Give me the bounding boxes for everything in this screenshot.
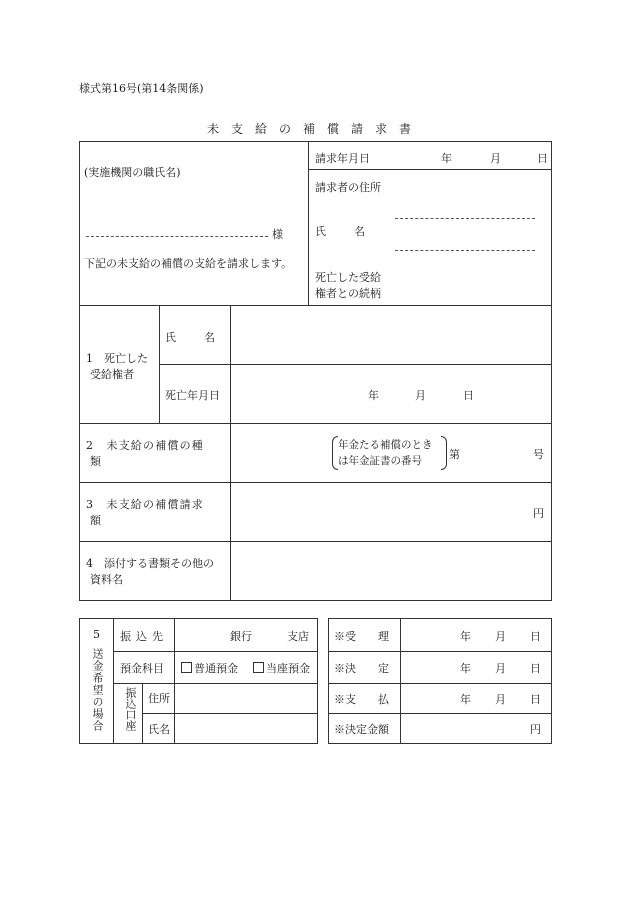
section2-label-1: 2 未支給の補償の種: [86, 439, 204, 452]
received-month: 月: [495, 630, 506, 643]
ordinary-checkbox[interactable]: [181, 662, 192, 673]
decided-amount-label: ※決定金額: [334, 723, 389, 736]
cert-dai: 第: [449, 448, 460, 461]
decided-label: ※決 定: [334, 662, 389, 675]
current-checkbox[interactable]: [253, 662, 264, 673]
branch-label: 支店: [287, 630, 309, 643]
deposit-type-label: 預金科目: [120, 662, 164, 675]
paid-day: 日: [530, 693, 541, 706]
death-day: 日: [463, 389, 474, 402]
request-month: 月: [490, 152, 501, 165]
account-address-label: 住所: [148, 692, 170, 705]
section4-label-1: 4 添付する書類その他の: [86, 557, 214, 570]
paid-month: 月: [495, 693, 506, 706]
received-label: ※受 理: [334, 630, 389, 643]
section4-label-2: 資料名: [90, 573, 123, 586]
pension-note-2: は年金証書の番号: [338, 455, 422, 467]
section2-label-2: 類: [90, 455, 101, 468]
decided-amount-yen: 円: [530, 723, 541, 736]
claim-amount-yen: 円: [533, 507, 544, 520]
request-statement: 下記の未支給の補償の支給を請求します。: [84, 257, 293, 270]
account-name-label: 氏名: [148, 723, 170, 736]
decided-month: 月: [495, 662, 506, 675]
claimant-name-label: 氏 名: [315, 225, 367, 238]
section5-title: 送金希望の場合: [91, 648, 104, 732]
form-title: 未支給の補償請求書: [206, 122, 423, 136]
transfer-to-label: 振込先: [120, 630, 168, 643]
received-day: 日: [530, 630, 541, 643]
agency-name-line[interactable]: [86, 236, 268, 237]
pension-note-1: 年金たる補償のとき: [338, 439, 433, 451]
section3-label-1: 3 未支給の補償請求: [86, 498, 204, 511]
agency-label: (実施機関の職氏名): [84, 166, 181, 179]
deceased-name-label: 氏 名: [165, 331, 217, 344]
decided-day: 日: [530, 662, 541, 675]
death-date-label: 死亡年月日: [165, 389, 220, 402]
relation-label-1: 死亡した受給: [315, 271, 381, 284]
request-day: 日: [537, 152, 548, 165]
section1-label-2: 受給権者: [90, 368, 134, 381]
decided-year: 年: [460, 662, 471, 675]
claimant-name-line[interactable]: [395, 250, 535, 251]
received-year: 年: [460, 630, 471, 643]
request-date-label: 請求年月日: [315, 152, 370, 165]
honorific: 様: [272, 228, 283, 241]
current-deposit-option[interactable]: [253, 660, 310, 676]
deceased-name-field[interactable]: [231, 306, 551, 363]
account-label: 振込口座: [124, 687, 137, 731]
address-label: 請求者の住所: [315, 181, 381, 194]
paid-year: 年: [460, 693, 471, 706]
ordinary-deposit-option[interactable]: [181, 660, 238, 676]
relation-label-2: 権者との続柄: [315, 287, 381, 300]
request-year: 年: [441, 152, 452, 165]
section3-label-2: 額: [90, 514, 101, 527]
cert-go: 号: [533, 448, 544, 461]
death-month: 月: [415, 389, 426, 402]
bank-label: 銀行: [230, 630, 252, 643]
address-line[interactable]: [395, 218, 535, 219]
section1-label-1: 1 死亡した: [86, 352, 148, 365]
death-year: 年: [368, 389, 379, 402]
current-label: 当座預金: [266, 662, 310, 675]
main-table: [79, 141, 552, 601]
ordinary-label: 普通預金: [194, 662, 238, 675]
paid-label: ※支 払: [334, 693, 389, 706]
section5-number: 5: [93, 628, 100, 641]
form-number: 様式第16号(第14条関係): [79, 82, 204, 95]
remittance-table: [79, 618, 318, 744]
